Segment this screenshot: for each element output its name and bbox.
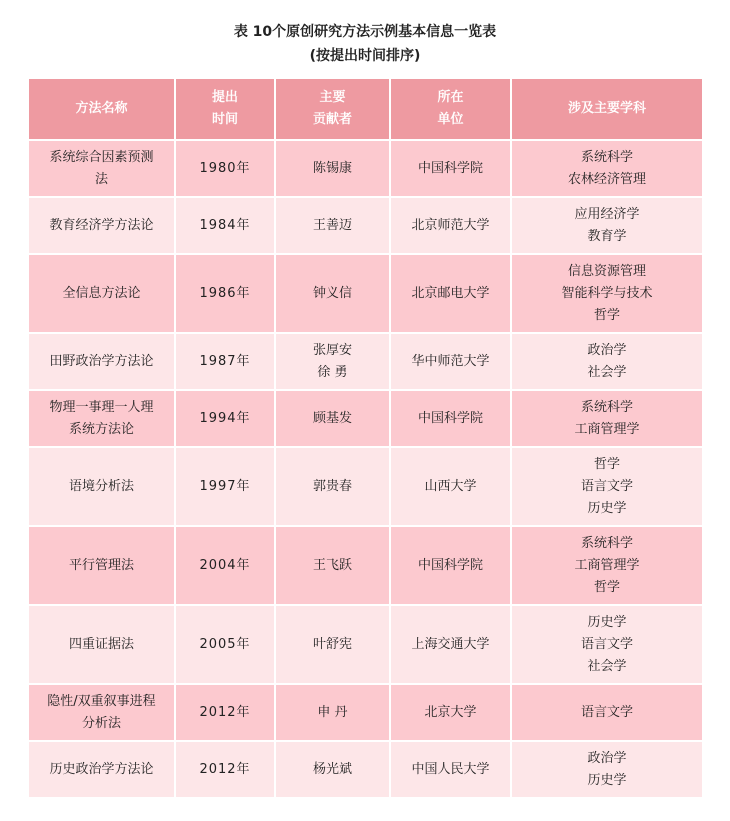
method-name-cell-text: 隐性/双重叙事进程 xyxy=(47,693,156,709)
contributor-cell-text: 申 丹 xyxy=(317,704,348,720)
subjects-cell-text: 政治学 xyxy=(587,342,627,358)
method-name-cell xyxy=(29,334,176,391)
year-cell-text: 1994年 xyxy=(199,410,251,426)
table-row xyxy=(29,198,702,255)
methods-table xyxy=(29,79,702,799)
year-cell-text: 1987年 xyxy=(199,353,251,369)
contributor-cell xyxy=(276,742,391,799)
method-name-cell xyxy=(29,606,176,685)
method-name-cell-text: 分析法 xyxy=(81,715,121,731)
header-text: 时间 xyxy=(211,112,238,127)
institution-cell xyxy=(391,334,512,391)
contributor-cell-text: 张厚安 xyxy=(312,342,352,358)
method-name-cell-text: 物理一事理一人理 xyxy=(49,399,154,415)
subjects-cell-text: 系统科学 xyxy=(580,535,633,551)
institution-cell xyxy=(391,685,512,742)
subjects-cell-text: 系统科学 xyxy=(580,149,633,165)
subjects-cell xyxy=(512,255,702,334)
table-subtitle: (按提出时间排序) xyxy=(309,48,421,64)
header-text: 涉及主要学科 xyxy=(567,101,646,116)
header-contributor xyxy=(276,79,391,141)
institution-cell xyxy=(391,606,512,685)
subjects-cell-text: 智能科学与技术 xyxy=(561,285,653,301)
year-cell xyxy=(176,334,276,391)
subjects-cell-text: 语言文学 xyxy=(580,636,633,652)
method-name-cell xyxy=(29,685,176,742)
institution-cell-text: 中国人民大学 xyxy=(411,761,490,777)
contributor-cell-text: 钟义信 xyxy=(312,285,352,301)
institution-cell xyxy=(391,391,512,448)
subjects-cell xyxy=(512,685,702,742)
subjects-cell xyxy=(512,448,702,527)
institution-cell xyxy=(391,255,512,334)
header-text: 单位 xyxy=(437,112,464,127)
year-cell-text: 1980年 xyxy=(199,160,251,176)
contributor-cell xyxy=(276,606,391,685)
subjects-cell-text: 信息资源管理 xyxy=(567,263,646,279)
subjects-cell-text: 语言文学 xyxy=(580,478,633,494)
institution-cell-text: 华中师范大学 xyxy=(411,353,490,369)
institution-cell-text: 中国科学院 xyxy=(417,160,483,176)
header-text: 所在 xyxy=(437,90,464,105)
contributor-cell xyxy=(276,391,391,448)
institution-cell-text: 北京邮电大学 xyxy=(411,285,490,301)
institution-cell xyxy=(391,198,512,255)
subjects-cell xyxy=(512,391,702,448)
table-body xyxy=(29,141,702,799)
header-text: 提出 xyxy=(211,90,238,105)
institution-cell xyxy=(391,742,512,799)
table-row xyxy=(29,448,702,527)
table-row xyxy=(29,255,702,334)
subjects-cell-text: 历史学 xyxy=(587,772,627,788)
contributor-cell-text: 徐 勇 xyxy=(317,364,348,380)
year-cell xyxy=(176,606,276,685)
year-cell xyxy=(176,255,276,334)
method-name-cell-text: 平行管理法 xyxy=(68,557,134,573)
year-cell xyxy=(176,198,276,255)
header-year xyxy=(176,79,276,141)
method-name-cell xyxy=(29,527,176,606)
institution-cell-text: 中国科学院 xyxy=(417,410,483,426)
contributor-cell-text: 顾基发 xyxy=(312,410,352,426)
year-cell xyxy=(176,391,276,448)
contributor-cell xyxy=(276,334,391,391)
method-name-cell-text: 四重证据法 xyxy=(68,636,134,652)
contributor-cell-text: 王飞跃 xyxy=(312,557,352,573)
contributor-cell-text: 郭贵春 xyxy=(312,478,352,494)
method-name-cell-text: 法 xyxy=(94,171,108,187)
subjects-cell-text: 工商管理学 xyxy=(574,421,640,437)
year-cell-text: 2004年 xyxy=(199,557,251,573)
subjects-cell-text: 哲学 xyxy=(593,579,620,595)
contributor-cell-text: 叶舒宪 xyxy=(312,636,352,652)
institution-cell xyxy=(391,448,512,527)
table-row xyxy=(29,334,702,391)
method-name-cell xyxy=(29,198,176,255)
header-text: 方法名称 xyxy=(75,101,128,116)
institution-cell-text: 上海交通大学 xyxy=(411,636,490,652)
subjects-cell-text: 历史学 xyxy=(587,614,627,630)
institution-cell-text: 山西大学 xyxy=(424,478,477,494)
table-title: 表 10个原创研究方法示例基本信息一览表 xyxy=(233,24,497,40)
subjects-cell-text: 历史学 xyxy=(587,500,627,516)
subjects-cell-text: 社会学 xyxy=(587,658,627,674)
method-name-cell-text: 系统方法论 xyxy=(68,421,134,437)
subjects-cell xyxy=(512,742,702,799)
subjects-cell xyxy=(512,198,702,255)
header-text: 贡献者 xyxy=(312,112,352,127)
year-cell-text: 2005年 xyxy=(199,636,251,652)
subjects-cell-text: 哲学 xyxy=(593,307,620,323)
method-name-cell xyxy=(29,391,176,448)
subjects-cell-text: 工商管理学 xyxy=(574,557,640,573)
contributor-cell-text: 陈锡康 xyxy=(312,160,352,176)
year-cell-text: 1997年 xyxy=(199,478,251,494)
method-name-cell-text: 全信息方法论 xyxy=(62,285,141,301)
header-method-name xyxy=(29,79,176,141)
method-name-cell-text: 历史政治学方法论 xyxy=(49,761,154,777)
contributor-cell xyxy=(276,448,391,527)
contributor-cell xyxy=(276,141,391,198)
year-cell-text: 2012年 xyxy=(199,704,251,720)
institution-cell xyxy=(391,141,512,198)
year-cell xyxy=(176,448,276,527)
table-row xyxy=(29,742,702,799)
method-name-cell-text: 教育经济学方法论 xyxy=(49,217,154,233)
institution-cell-text: 北京大学 xyxy=(424,704,477,720)
subjects-cell xyxy=(512,141,702,198)
subjects-cell xyxy=(512,606,702,685)
table-row xyxy=(29,391,702,448)
method-name-cell-text: 语境分析法 xyxy=(68,478,134,494)
contributor-cell xyxy=(276,198,391,255)
header-text: 主要 xyxy=(319,90,346,105)
subjects-cell-text: 农林经济管理 xyxy=(567,171,646,187)
year-cell-text: 2012年 xyxy=(199,761,251,777)
method-name-cell xyxy=(29,742,176,799)
year-cell xyxy=(176,527,276,606)
table-row xyxy=(29,141,702,198)
contributor-cell-text: 杨光斌 xyxy=(312,761,352,777)
subjects-cell-text: 应用经济学 xyxy=(574,206,640,222)
year-cell xyxy=(176,141,276,198)
method-name-cell xyxy=(29,448,176,527)
table-header-row xyxy=(29,79,702,141)
subjects-cell-text: 语言文学 xyxy=(580,704,633,720)
header-subjects xyxy=(512,79,702,141)
subjects-cell-text: 教育学 xyxy=(587,228,627,244)
year-cell xyxy=(176,742,276,799)
table-row xyxy=(29,527,702,606)
year-cell-text: 1986年 xyxy=(199,285,251,301)
contributor-cell xyxy=(276,255,391,334)
institution-cell-text: 中国科学院 xyxy=(417,557,483,573)
contributor-cell xyxy=(276,527,391,606)
year-cell xyxy=(176,685,276,742)
table-row xyxy=(29,606,702,685)
subjects-cell-text: 哲学 xyxy=(593,456,620,472)
subjects-cell-text: 系统科学 xyxy=(580,399,633,415)
subjects-cell xyxy=(512,334,702,391)
subjects-cell xyxy=(512,527,702,606)
method-name-cell xyxy=(29,141,176,198)
subjects-cell-text: 社会学 xyxy=(587,364,627,380)
header-institution xyxy=(391,79,512,141)
contributor-cell-text: 王善迈 xyxy=(312,217,352,233)
method-name-cell-text: 田野政治学方法论 xyxy=(49,353,154,369)
method-name-cell xyxy=(29,255,176,334)
institution-cell xyxy=(391,527,512,606)
institution-cell-text: 北京师范大学 xyxy=(411,217,490,233)
table-row xyxy=(29,685,702,742)
method-name-cell-text: 系统综合因素预测 xyxy=(49,149,154,165)
subjects-cell-text: 政治学 xyxy=(587,750,627,766)
year-cell-text: 1984年 xyxy=(199,217,251,233)
contributor-cell xyxy=(276,685,391,742)
